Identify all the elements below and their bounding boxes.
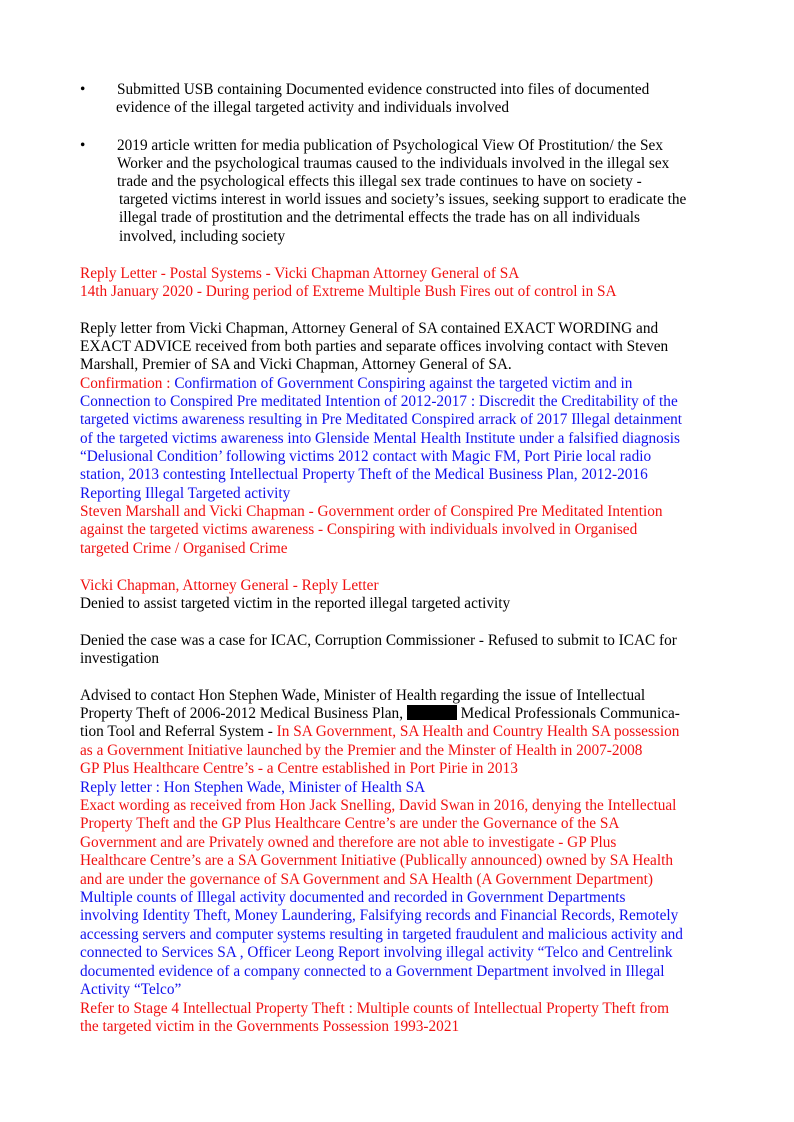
advice-line-5: GP Plus Healthcare Centre’s - a Centre established in Port Pirie in 2013 bbox=[80, 760, 518, 777]
bullet-2-line-3: trade and the psychological effects this illegal sex trade continues to have on society - bbox=[117, 173, 642, 190]
counts-line-6: Activity “Telco” bbox=[80, 981, 182, 998]
confirmation-line-1 bbox=[80, 375, 632, 393]
confirmation-line-5: “Delusional Condition’ following victims 2012 contact with Magic FM, Port Pirie local radio bbox=[80, 448, 652, 465]
order-para-line-2: against the targeted victims awareness - Conspiring with individuals involved in Organised bbox=[80, 521, 638, 538]
confirmation-line-2: Connection to Conspired Pre meditated Intention of 2012-2017 : Discredit the Creditability of the bbox=[80, 393, 678, 410]
wording-line-5: and are under the governance of SA Government and SA Health (A Government Department) bbox=[80, 871, 654, 888]
order-para-line-1: Steven Marshall and Vicki Chapman - Government order of Conspired Pre Meditated Intention bbox=[80, 503, 663, 520]
confirmation-label: Confirmation : bbox=[80, 375, 175, 392]
advice-line-4: as a Government Initiative launched by the Premier and the Minster of Health in 2007-2008 bbox=[80, 742, 643, 759]
wording-line-4: Healthcare Centre’s are a SA Government Initiative (Publically announced) owned by SA Health bbox=[80, 852, 674, 869]
stage4-line-1: Refer to Stage 4 Intellectual Property Theft : Multiple counts of Intellectual Property Theft from bbox=[80, 1000, 670, 1017]
wording-line-2: Property Theft and the GP Plus Healthcare Centre’s are under the Governance of the SA bbox=[80, 815, 620, 832]
bullet-marker: • bbox=[80, 137, 86, 154]
advice-line-2-start: Property Theft of 2006-2012 Medical Business Plan, bbox=[80, 705, 407, 722]
confirmation-line-7: Reporting Illegal Targeted activity bbox=[80, 485, 291, 502]
bullet-2-line-5: illegal trade of prostitution and the detrimental effects the trade has on all individuals bbox=[119, 209, 640, 226]
reply-para-line-1: Reply letter from Vicki Chapman, Attorney General of SA contained EXACT WORDING and bbox=[80, 320, 659, 337]
advice-line-2-end: Medical Professionals Communica- bbox=[456, 705, 680, 722]
denial-line: Denied to assist targeted victim in the reported illegal targeted activity bbox=[80, 595, 511, 612]
icac-line-1: Denied the case was a case for ICAC, Corruption Commissioner - Refused to submit to ICAC for bbox=[80, 632, 677, 649]
advice-line-6: Reply letter : Hon Stephen Wade, Minister of Health SA bbox=[80, 779, 426, 796]
wording-line-1: Exact wording as received from Hon Jack Snelling, David Swan in 2016, denying the Intellectual bbox=[80, 797, 677, 814]
order-para-line-3: targeted Crime / Organised Crime bbox=[80, 540, 288, 557]
wording-line-3: Government and are Privately owned and therefore are not able to investigate - GP Plus bbox=[80, 834, 617, 851]
confirmation-line-4: of the targeted victims awareness into Glenside Mental Health Institute under a falsified diagnosis bbox=[80, 430, 680, 447]
heading-line-2: 14th January 2020 - During period of Extreme Multiple Bush Fires out of control in SA bbox=[80, 283, 617, 300]
counts-line-3: accessing servers and computer systems resulting in targeted fraudulent and malicious activity and bbox=[80, 926, 683, 943]
counts-line-4: connected to Services SA , Officer Leong Report involving illegal activity “Telco and Centrelink bbox=[80, 944, 673, 961]
confirmation-line-6: station, 2013 contesting Intellectual Property Theft of the Medical Business Plan, 2012-2016 bbox=[80, 466, 648, 483]
bullet-2-line-4: targeted victims interest in world issues and society’s issues, seeking support to eradicate the bbox=[119, 191, 687, 208]
counts-line-2: involving Identity Theft, Money Laundering, Falsifying records and Financial Records, Remotely bbox=[80, 907, 679, 924]
bullet-1-line-1: Submitted USB containing Documented evidence constructed into files of documented bbox=[117, 81, 650, 98]
advice-line-3-red: In SA Government, SA Health and Country Health SA possession bbox=[276, 723, 680, 740]
advice-line-1: Advised to contact Hon Stephen Wade, Minister of Health regarding the issue of Intellectual bbox=[80, 687, 646, 704]
denial-title: Vicki Chapman, Attorney General - Reply Letter bbox=[80, 577, 379, 594]
advice-line-3 bbox=[80, 723, 679, 741]
counts-line-5: documented evidence of a company connected to a Government Department involved in Illegal bbox=[80, 963, 665, 980]
confirmation-line-3: targeted victims awareness resulting in Pre Meditated Conspired arrack of 2017 Illegal detainment bbox=[80, 411, 683, 428]
counts-line-1: Multiple counts of Illegal activity documented and recorded in Government Departments bbox=[80, 889, 626, 906]
heading-line-1: Reply Letter - Postal Systems - Vicki Chapman Attorney General of SA bbox=[80, 265, 520, 282]
bullet-2-line-6: involved, including society bbox=[119, 228, 286, 245]
bullet-2-line-2: Worker and the psychological traumas caused to the individuals involved in the illegal sex bbox=[117, 155, 670, 172]
advice-line-3-start: tion Tool and Referral System - bbox=[80, 723, 277, 740]
confirmation-text: Confirmation of Government Conspiring against the targeted victim and in bbox=[174, 375, 633, 392]
stage4-line-2: the targeted victim in the Governments Possession 1993-2021 bbox=[80, 1018, 460, 1035]
redaction-block bbox=[407, 705, 457, 720]
reply-para-line-2: EXACT ADVICE received from both parties and separate offices involving contact with Steven bbox=[80, 338, 669, 355]
advice-line-2 bbox=[80, 705, 680, 723]
bullet-2-line-1: 2019 article written for media publication of Psychological View Of Prostitution/ the Sex bbox=[117, 137, 663, 154]
bullet-marker: • bbox=[80, 81, 86, 98]
icac-line-2: investigation bbox=[80, 650, 160, 667]
reply-para-line-3: Marshall, Premier of SA and Vicki Chapman, Attorney General of SA. bbox=[80, 356, 512, 373]
bullet-1-line-2: evidence of the illegal targeted activity and individuals involved bbox=[116, 99, 510, 116]
